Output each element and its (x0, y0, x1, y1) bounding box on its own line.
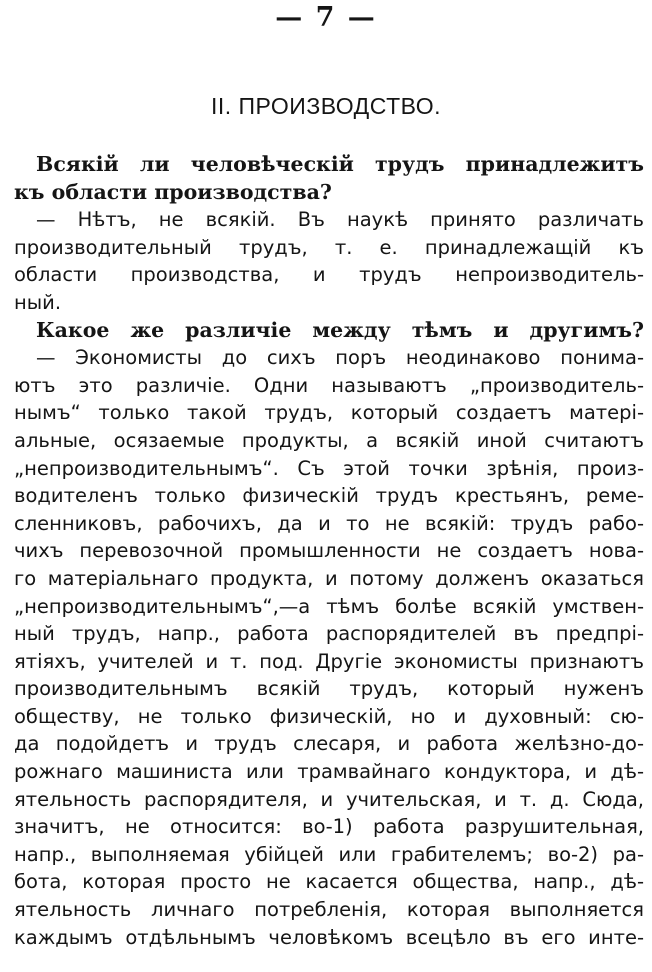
answer-2-line: альные, осязаемые продукты, а всякій иной считаютъ (14, 428, 644, 452)
answer-2-line: напр., выполняемая убійцей или грабителемъ; во-2) ра- (14, 842, 644, 866)
answer-2-line: — Экономисты до сихъ поръ неодинаково понима- (36, 346, 644, 370)
question-1-line: Всякій ли человѣческій трудъ принадлежитъ (36, 152, 644, 176)
answer-2-line: да подойдетъ и трудъ слесаря, и работа желѣзно-до- (14, 732, 644, 756)
answer-2-line: го матеріальнаго продукта, и потому долженъ оказаться (14, 566, 644, 590)
answer-2-line: ятіяхъ, учителей и т. под. Другіе экономисты признаютъ (14, 649, 644, 673)
answer-1-line: производительный трудъ, т. е. принадлежащій къ (14, 235, 644, 259)
answer-2-line: ятельность личнаго потребленія, которая выполняется (14, 898, 644, 922)
answer-2-line: производительнымъ всякій трудъ, который нуженъ (14, 677, 644, 701)
answer-2-line: значитъ, не относится: во-1) работа разрушительная, (14, 815, 644, 839)
answer-2-line: рожнаго машиниста или трамвайнаго кондуктора, и дѣ- (14, 760, 644, 784)
answer-1-line: области производства, и трудъ непроизводитель- (14, 263, 644, 287)
answer-1-line: — Нѣтъ, не всякій. Въ наукѣ принято различать (36, 208, 644, 232)
answer-2-line: „непроизводительнымъ“,—а тѣмъ болѣе всякій умствен- (14, 594, 644, 618)
answer-2-line: каждымъ отдѣльнымъ человѣкомъ всецѣло въ его инте- (14, 925, 644, 949)
section-title: II. ПРОИЗВОДСТВО. (210, 93, 442, 119)
answer-2-line: сленниковъ, рабочихъ, да и то не всякій: трудъ рабо- (14, 511, 644, 535)
answer-2-line: нымъ“ только такой трудъ, который создаетъ матерi- (14, 401, 644, 425)
answer-2-line: чихъ перевозочной промышленности не создаетъ нова- (14, 539, 644, 563)
answer-2-line: ютъ это различіе. Одни называютъ „производитель- (14, 373, 644, 397)
question-1-line: къ области производства? (14, 179, 332, 204)
body-text (14, 151, 644, 951)
answer-1-line: ный. (14, 290, 62, 314)
answer-2-line: обществу, не только физическій, но и духовный: сю- (14, 704, 644, 728)
answer-2-line: ный трудъ, напр., работа распорядителей въ предпрі- (14, 622, 644, 646)
answer-2-line: ятельность распорядителя, и учительская, и т. д. Сюда, (14, 787, 644, 811)
answer-2-line: бота, которая просто не касается общества, напр., дѣ- (14, 870, 644, 894)
question-2-line: Какое же различіе между тѣмъ и другимъ? (36, 317, 644, 342)
answer-2-line: „непроизводительнымъ“. Съ этой точки зрѣнія, произ- (14, 456, 644, 480)
page-number: — 7 — (275, 2, 377, 33)
answer-2-line: водителенъ только физическій трудъ крестьянъ, реме- (14, 484, 644, 508)
